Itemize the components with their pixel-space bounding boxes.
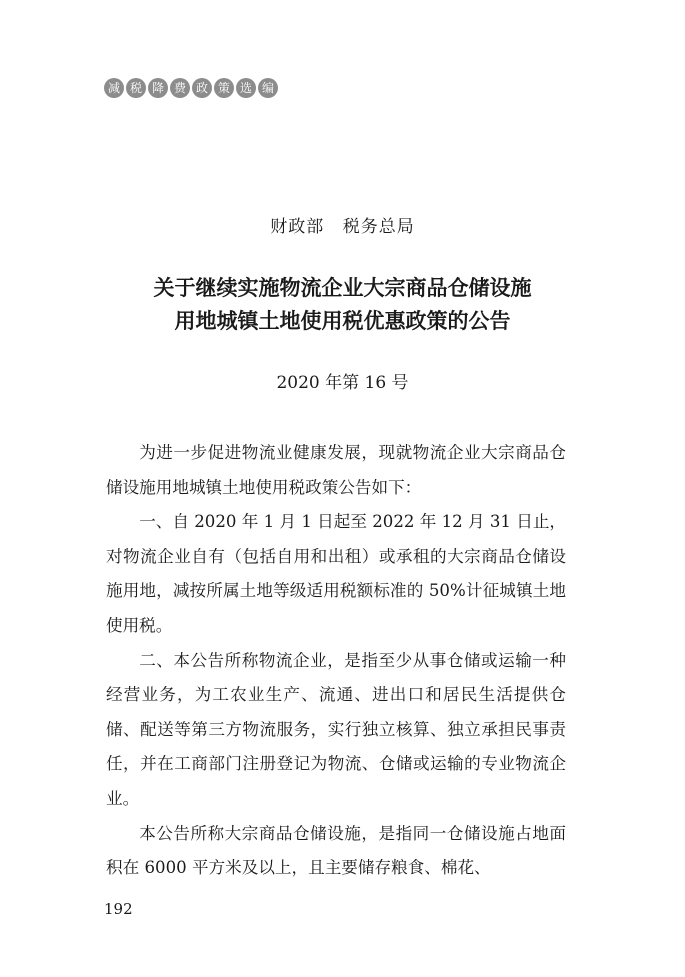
series-tag-char: 税 xyxy=(126,78,146,98)
series-tag-char: 政 xyxy=(192,78,212,98)
paragraph-article-1: 一、自 2020 年 1 月 1 日起至 2022 年 12 月 31 日止，对物流企业自有（包括自用和出租）或承租的大宗商品仓储设施用地，减按所属土地等级适用税额标准的 50%计征城镇土地使用税。 xyxy=(106,512,567,635)
document-number: 2020 年第 16 号 xyxy=(276,373,409,393)
series-tag-char: 编 xyxy=(258,78,278,98)
series-tag-char: 减 xyxy=(104,78,124,98)
page-number: 192 xyxy=(104,900,133,918)
series-tag-char: 选 xyxy=(236,78,256,98)
series-tag-char: 策 xyxy=(214,78,234,98)
paragraph-article-2: 二、本公告所称物流企业，是指至少从事仓储或运输一种经营业务，为工农业生产、流通、进出口和居民生活提供仓储、配送等第三方物流服务，实行独立核算、独立承担民事责任，并在工商部门注册登记为物流、仓储或运输的专业物流企业。 xyxy=(106,650,566,808)
series-tag-char: 降 xyxy=(148,78,168,98)
series-tag-char: 费 xyxy=(170,78,190,98)
title-line-2: 用地城镇土地使用税优惠政策的公告 xyxy=(174,309,511,333)
title-line-1: 关于继续实施物流企业大宗商品仓储设施 xyxy=(153,276,532,300)
paragraph-definition: 本公告所称大宗商品仓储设施，是指同一仓储设施占地面积在 6000 平方米及以上，且主要储存粮食、棉花、 xyxy=(106,823,566,878)
paragraph-intro: 为进一步促进物流业健康发展，现就物流企业大宗商品仓储设施用地城镇土地使用税政策公告如下： xyxy=(106,443,566,497)
issuer: 财政部 税务总局 xyxy=(270,217,415,237)
document-body xyxy=(106,436,566,886)
document-title xyxy=(0,272,685,338)
series-tag xyxy=(104,78,278,100)
